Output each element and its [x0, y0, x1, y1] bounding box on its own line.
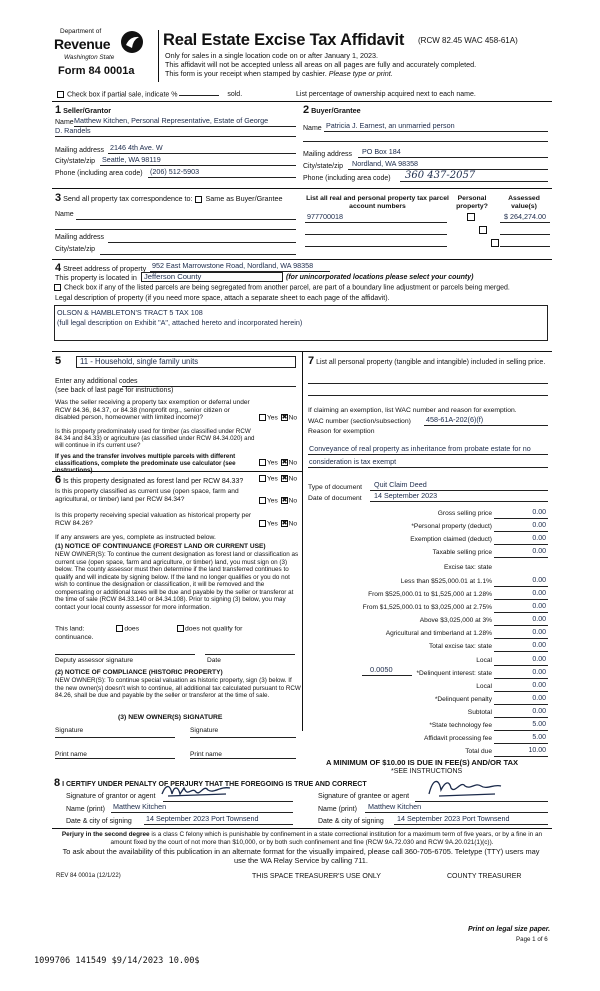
tax-row-value[interactable]: 0.00	[532, 708, 546, 715]
header-note-1: Only for sales in a single location code on or after January 1, 2023.	[165, 51, 378, 60]
section-6-q1: 6 Is this property designated as forest land per RCW 84.33?	[55, 474, 244, 486]
wac-number[interactable]: 458-61A-202(6)(f)	[426, 415, 484, 424]
personal-property-col-header: Personal property?	[456, 195, 488, 210]
header-note-2: This affidavit will not be accepted unless all areas on all pages are fully and accurately completed.	[165, 60, 477, 69]
land-use-code-select[interactable]	[76, 356, 296, 368]
notice-3-title: (3) NEW OWNER(S) SIGNATURE	[118, 714, 223, 721]
grantee-date-city[interactable]: 14 September 2023 Port Townsend	[397, 814, 510, 823]
tax-row-value[interactable]: 0.00	[532, 548, 546, 555]
unincorporated-note: (for unincorporated locations please select your county)	[286, 274, 474, 281]
logo-state: Washington State	[64, 54, 115, 61]
timber-yes-checkbox[interactable]	[259, 459, 266, 466]
minimum-due-note: A MINIMUM OF $10.00 IS DUE IN FEE(S) AND/OR TAX	[326, 758, 519, 767]
page-number: Page 1 of 6	[516, 936, 548, 943]
header-note-3a: This form is your receipt when stamped by cashier.	[165, 69, 327, 78]
reason-label: Reason for exemption	[308, 428, 375, 435]
exemption-claim-label: If claiming an exemption, list WAC number and reason for exemption.	[308, 407, 517, 414]
forest-yes-no: Yes ✖ No	[258, 475, 297, 483]
county-value: Jefferson County	[144, 272, 202, 281]
tax-row-label: Above $3,025,000 at 3%	[419, 617, 492, 624]
tax-row-value[interactable]: 0.00	[532, 590, 546, 597]
parcel-col-header: List all real and personal property tax parcel account numbers	[306, 195, 449, 210]
buyer-name-label: Name	[303, 125, 322, 132]
timber-no-checkbox[interactable]	[281, 459, 288, 466]
exemption-reason-line-1[interactable]: Conveyance of real property as inheritance from probate estate for no	[309, 444, 531, 453]
section-4-heading: 4 Street address of property	[55, 262, 147, 274]
exemption-yes-checkbox[interactable]	[259, 414, 266, 421]
tax-row-value[interactable]: 0.00	[532, 669, 546, 676]
wac-label: WAC number (section/subsection)	[308, 418, 411, 425]
tax-row-value[interactable]: 0.00	[532, 616, 546, 623]
seller-address[interactable]: 2146 4th Ave. W	[110, 143, 163, 152]
tax-row-label: *Delinquent interest: state	[416, 670, 492, 677]
exemption-yes-no: Yes ✖ No	[258, 414, 297, 422]
tax-row-value[interactable]: 0.00	[532, 603, 546, 610]
historic-yes-checkbox[interactable]	[259, 520, 266, 527]
historic-no-checkbox[interactable]	[281, 520, 288, 527]
grantor-date-label: Date & city of signing	[66, 818, 132, 825]
tax-row-label: Agricultural and timberland at 1.28%	[385, 630, 492, 637]
tax-row-value[interactable]: 0.00	[532, 695, 546, 702]
grantee-date-label: Date & city of signing	[318, 818, 384, 825]
notice-2-title: (2) NOTICE OF COMPLIANCE (HISTORIC PROPERTY)	[55, 669, 223, 676]
tax-row-label: Subtotal	[467, 709, 492, 716]
tax-row-value[interactable]: 0.00	[532, 577, 546, 584]
personal-property-checkbox-2[interactable]	[479, 226, 487, 234]
tax-row-value[interactable]: 0.00	[532, 642, 546, 649]
assessed-value[interactable]: $ 264,274.00	[504, 212, 546, 221]
tax-row-value[interactable]: 5.00	[532, 721, 546, 728]
does-not-qualify-checkbox[interactable]	[177, 625, 184, 632]
seller-address-label: Mailing address	[55, 147, 105, 154]
section-8-heading: 8 I CERTIFY UNDER PENALTY OF PERJURY THAT THE FOREGOING IS TRUE AND CORRECT	[54, 777, 367, 789]
section-5-number: 5	[55, 355, 62, 367]
current-use-yes-checkbox[interactable]	[259, 497, 266, 504]
current-use-no-checkbox[interactable]	[281, 497, 288, 504]
perjury-notice: Perjury in the second degree is a class C felony which is punishable by confinement in a state correctional institution for a maximum term of five years, or by a fine in an amount fixed by the court of not more than $10,000, or by both such confinement and fine (RCW 9A.72.030 and RCW 9A.20.021(1)(c)).	[61, 831, 543, 846]
continuance-row: This land: does does not qualify for	[55, 625, 243, 633]
legal-description-line-2: (full legal description on Exhibit "A", attached hereto and incorporated herein)	[57, 318, 303, 327]
tax-row-label: *Delinquent penalty	[434, 696, 492, 703]
grantor-name[interactable]: Matthew Kitchen	[113, 802, 167, 811]
document-type[interactable]: Quit Claim Deed	[374, 480, 427, 489]
tax-row-value[interactable]: 0.00	[532, 535, 546, 542]
tax-row-label: Local	[476, 657, 492, 664]
partial-sale-sold: sold.	[227, 91, 243, 99]
property-street[interactable]: 952 East Marrowstone Road, Nordland, WA 98358	[152, 261, 314, 270]
personal-property-checkbox-1[interactable]	[467, 213, 475, 221]
buyer-city-label: City/state/zip	[303, 163, 344, 170]
seller-city[interactable]: Seattle, WA 98119	[102, 155, 161, 164]
list-percentage-note: List percentage of ownership acquired next to each name.	[296, 91, 476, 98]
buyer-phone-label: Phone (including area code)	[303, 175, 391, 182]
forest-no-checkbox[interactable]	[281, 475, 288, 482]
seller-name-line-2[interactable]: D. Randels	[55, 126, 91, 135]
seller-name-label: Name	[55, 119, 74, 126]
buyer-address[interactable]: PO Box 184	[362, 147, 401, 156]
section-3-heading: 3 Send all property tax correspondence to: Same as Buyer/Grantee	[55, 192, 283, 204]
exemption-reason-line-2[interactable]: consideration is tax exempt	[309, 457, 397, 466]
tax-row-value[interactable]: 0.00	[532, 509, 546, 516]
segregation-row: Check box if any of the listed parcels are being segregated from another parcel, are part of a boundary line adjustment or parcels being merged.	[53, 284, 510, 292]
treasurer-use-only: THIS SPACE TREASURER'S USE ONLY	[252, 873, 381, 880]
recording-stamp: 1099706 141549 $9/14/2023 10.00$	[34, 956, 200, 966]
tax-row-value[interactable]: 0.00	[532, 629, 546, 636]
notice-1-body: NEW OWNER(S): To continue the current designation as forest land or classification as current use (open space, farm and agriculture, or timber) land, you must sign on (3) below. The county assessor must then determine if the land transferred continues to qualify and will indicate by signing below. If the land no longer qualifies or you do not wish to continue the designation or classification, it will be removed and the compensating or additional taxes will be due and payable by the seller or transferor at the time of sale (RCW 84.33.140 or 84.34.108). Prior to signing (3) below, you may contact your local county assessor for more information.	[55, 551, 299, 611]
timber-yes-no: Yes ✖ No	[258, 459, 297, 467]
current-use-question: Is this property classified as current use (open space, farm and agricultural, or timber) land per RCW 84.34?	[55, 488, 239, 503]
new-owner-signature-label-2: Signature	[190, 727, 219, 734]
partial-sale-row	[56, 91, 242, 99]
dor-logo	[54, 28, 152, 84]
correspondence-name-label: Name	[55, 211, 74, 218]
header-note-3b: Please type or print.	[328, 69, 393, 78]
timber-question-note: If yes and the transfer involves multiple parcels with different classifications, complete the predominate use calculator (see instructions)	[55, 453, 236, 475]
additional-codes-label: Enter any additional codes	[55, 378, 138, 385]
tax-row-value[interactable]: 5.00	[532, 734, 546, 741]
alternate-format-notice: To ask about the availability of this publication in an alternate format for the visually impaired, please call 360-705-6705. Teletype (TTY) users may use the WA Relay Service by calling 711.	[62, 847, 540, 865]
tax-row-label: Affidavit processing fee	[423, 735, 492, 742]
deputy-assessor-signature-label: Deputy assessor signature	[55, 657, 134, 664]
document-type-label: Type of document	[308, 484, 363, 491]
grantor-date-city[interactable]: 14 September 2023 Port Townsend	[146, 814, 259, 823]
parcel-number[interactable]: 977700018	[307, 212, 343, 221]
personal-property-checkbox-3[interactable]	[491, 239, 499, 247]
continuance-label: continuance.	[55, 634, 94, 641]
current-use-yes-no: Yes ✖ No	[258, 497, 297, 505]
seller-phone[interactable]: (206) 512-5903	[150, 167, 200, 176]
see-instructions: *SEE INSTRUCTIONS	[391, 768, 463, 775]
located-in-label: This property is located in	[55, 273, 137, 282]
grantee-name[interactable]: Matthew Kitchen	[368, 802, 422, 811]
tax-row-label: Local	[476, 683, 492, 690]
notice-2-body: NEW OWNER(S): To continue special valuation as historic property, sign (3) below. If the new owner(s) doesn't wish to continue, all additional tax calculated pursuant to RCW 84.26, shall be due and payable by the seller or transferor at the time of sale.	[55, 677, 301, 700]
grantee-signature-icon[interactable]	[425, 776, 505, 800]
notice-1-title: (1) NOTICE OF CONTINUANCE (FOREST LAND OR CURRENT USE)	[55, 543, 266, 550]
tax-row-label: Gross selling price	[437, 510, 492, 517]
partial-sale-label: Check box if partial sale, indicate %	[66, 91, 178, 99]
buyer-phone[interactable]: 360 437-2057	[405, 170, 476, 181]
historic-yes-no: Yes ✖ No	[258, 520, 297, 528]
new-owner-print-label-1: Print name	[55, 751, 87, 758]
seller-city-label: City/state/zip	[55, 158, 96, 165]
deputy-date-label: Date	[207, 657, 221, 664]
section-1-heading: 1 Seller/Grantor	[55, 104, 112, 116]
logo-revenue: Revenue	[54, 36, 111, 52]
correspondence-address-label: Mailing address	[55, 234, 105, 241]
grantee-name-label: Name (print)	[318, 806, 357, 813]
form-title: Real Estate Excise Tax Affidavit	[163, 31, 405, 49]
grantor-signature-icon[interactable]	[160, 780, 240, 802]
tax-row-label: Excise tax: state	[443, 564, 492, 571]
tax-row-label: Less than $525,000.01 at 1.1%	[400, 578, 492, 585]
assessed-value-col-header: Assessed value(s)	[508, 195, 540, 210]
seller-phone-label: Phone (including area code)	[55, 170, 143, 177]
tax-row-value[interactable]: 0.00	[532, 522, 546, 529]
historic-question: Is this property receiving special valuation as historical property per RCW 84.26?	[55, 512, 252, 527]
county-select[interactable]	[141, 272, 283, 282]
tax-row-value[interactable]: 0.00	[532, 656, 546, 663]
tax-row-label: Taxable selling price	[432, 549, 492, 556]
buyer-name[interactable]: Patricia J. Earnest, an unmarried person	[326, 121, 455, 130]
legal-description-box[interactable]	[54, 305, 548, 341]
new-owner-signature-label-1: Signature	[55, 727, 84, 734]
tax-row-label: Exemption claimed (deduct)	[410, 536, 492, 543]
land-use-code-value: 11 - Household, single family units	[80, 357, 199, 366]
grantor-signature-label: Signature of grantor or agent	[66, 793, 156, 800]
document-date[interactable]: 14 September 2023	[374, 491, 438, 500]
segregation-checkbox[interactable]	[54, 284, 61, 291]
section-7-heading: 7 List all personal property (tangible and intangible) included in selling price.	[308, 355, 546, 367]
local-rate[interactable]: 0.0050	[370, 665, 393, 674]
new-owner-print-label-2: Print name	[190, 751, 222, 758]
exemption-question: Was the seller receiving a property tax exemption or deferral under RCW 84.36, 84.37, or 84.38 (nonprofit org., senior citizen or disabled person, homeowner with limited income)?	[55, 399, 250, 422]
tax-row-label: Total due	[465, 748, 492, 755]
tax-row-label: *State technology fee	[429, 722, 492, 729]
logo-dept: Department of	[60, 28, 102, 35]
timber-question: Is this property predominately used for timber (as classified under RCW 84.34 and 84.33) or agriculture (as classified under RCW 84.34.020) and will continue in it's current use?	[55, 428, 255, 450]
same-as-buyer-checkbox[interactable]	[195, 196, 202, 203]
tax-row-value[interactable]: 10.00	[528, 747, 546, 754]
county-treasurer: COUNTY TREASURER	[447, 873, 522, 880]
logo-emblem-icon	[120, 30, 144, 54]
grantee-signature-label: Signature of grantee or agent	[318, 793, 410, 800]
if-any-yes-note: If any answers are yes, complete as instructed below.	[55, 534, 216, 541]
additional-codes-note: (see back of last page for instructions)	[55, 387, 174, 394]
tax-row-label: *Personal property (deduct)	[411, 523, 492, 530]
tax-row-value[interactable]: 0.00	[532, 682, 546, 689]
correspondence-city-label: City/state/zip	[55, 246, 96, 253]
form-revision: REV 84 0001a (12/1/22)	[56, 873, 121, 879]
tax-row-label: From $1,525,000.01 to $3,025,000 at 2.75%	[362, 604, 492, 611]
exemption-no-checkbox[interactable]	[281, 414, 288, 421]
print-legal-note: Print on legal size paper.	[468, 926, 551, 933]
tax-row-label: From $525,000.01 to $1,525,000 at 1.28%	[368, 591, 492, 598]
header-note-3	[165, 70, 393, 78]
document-date-label: Date of document	[308, 495, 362, 502]
tax-row-label: Total excise tax: state	[428, 643, 492, 650]
partial-sale-checkbox[interactable]	[57, 91, 64, 98]
form-number: Form 84 0001a	[58, 65, 135, 77]
buyer-city[interactable]: Nordland, WA 98358	[352, 159, 419, 168]
legal-description-line-1: OLSON & HAMBLETON'S TRACT 5 TAX 108	[57, 308, 203, 317]
grantor-name-label: Name (print)	[66, 806, 105, 813]
form-rcw: (RCW 82.45 WAC 458-61A)	[418, 36, 518, 45]
buyer-address-label: Mailing address	[303, 151, 353, 158]
section-2-heading: 2 Buyer/Grantee	[303, 104, 361, 116]
seller-name-line-1[interactable]: Matthew Kitchen, Personal Representative, Estate of George	[74, 116, 269, 125]
does-qualify-checkbox[interactable]	[116, 625, 123, 632]
legal-description-label: Legal description of property (if you need more space, attach a separate sheet to each page of the affidavit).	[55, 295, 390, 302]
forest-yes-checkbox[interactable]	[259, 475, 266, 482]
